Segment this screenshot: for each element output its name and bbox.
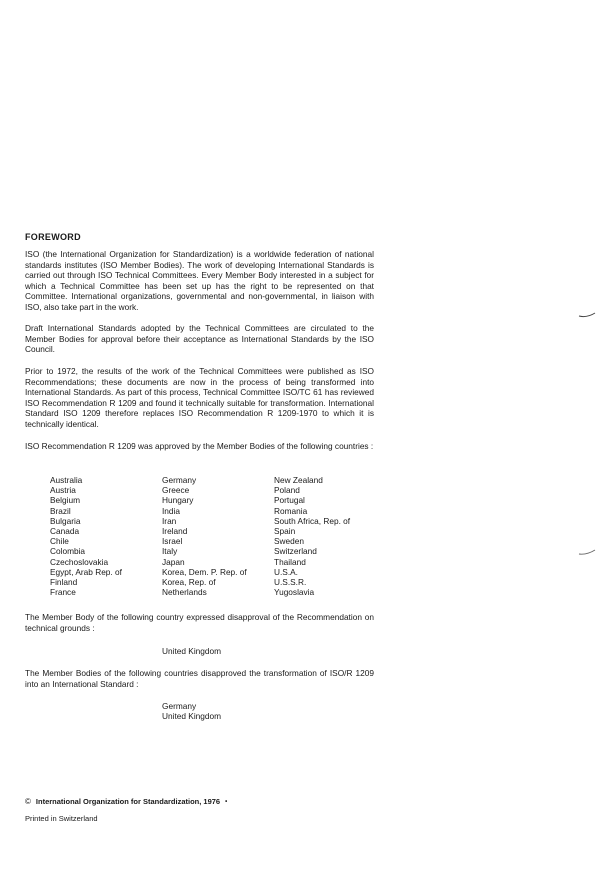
country-item: Romania [274, 505, 308, 516]
country-item: Switzerland [274, 546, 317, 557]
disapproval-countries-list [162, 646, 221, 656]
transformation-countries-list [162, 701, 221, 721]
paragraph-iso-intro: ISO (the International Organization for Standardization) is a worldwide federation of national standards institutes (ISO Member Bodies). The work of developing International Standards is carried out through ISO Technical Committees. Every Member Body interested in a subject for which a Technical Committee has been set up has the right to be represented on that Committee. International organizations, governmental and non-governmental, in liaison with ISO, also take part in the work. [25, 249, 374, 312]
country-item: U.S.A. [274, 566, 298, 577]
country-item: Israel [162, 536, 183, 547]
country-item: Colombia [50, 546, 86, 557]
country-item: Germany [162, 475, 197, 485]
copyright-bullet: • [225, 798, 228, 805]
copyright-text: International Organization for Standardization, 1976 [35, 797, 221, 806]
country-item: Portugal [274, 495, 305, 506]
country-item: Finland [50, 577, 78, 588]
scan-margin-mark [578, 548, 596, 558]
scan-margin-mark [578, 310, 596, 320]
country-item: Bulgaria [50, 515, 81, 526]
country-item: Hungary [162, 495, 194, 506]
country-item: South Africa, Rep. of [274, 515, 351, 526]
country-item: Thailand [274, 556, 306, 567]
approving-countries-list [50, 475, 394, 597]
copyright-line [25, 797, 227, 806]
country-item: Italy [162, 546, 178, 557]
country-item: Germany [162, 701, 197, 711]
country-item: Ireland [162, 526, 188, 537]
country-item: Brazil [50, 505, 71, 516]
country-item: New Zealand [274, 475, 323, 485]
country-item: Austria [50, 485, 76, 496]
country-item: Iran [162, 515, 177, 526]
foreword-heading: FOREWORD [25, 232, 81, 242]
paragraph-transformation-disapproval: The Member Bodies of the following countries disapproved the transformation of ISO/R 1209 into an International Standard : [25, 668, 374, 689]
country-item: Chile [50, 536, 69, 547]
printed-in: Printed in Switzerland [25, 814, 98, 823]
country-item: India [162, 505, 180, 516]
country-item: Egypt, Arab Rep. of [50, 566, 122, 577]
countries-column-1 [50, 475, 162, 597]
country-item: Korea, Rep. of [162, 577, 216, 588]
countries-column-3 [274, 475, 394, 597]
copyright-symbol: © [25, 797, 31, 806]
paragraph-prior-1972: Prior to 1972, the results of the work of the Technical Committees were published as ISO Recommendations; these documents are now in the process of being transformed into International Standards. As part of this process, Technical Committee ISO/TC 61 has reviewed ISO Recommendation R 1209 and found it technically suitable for transformation. International Standard ISO 1209 therefore replaces ISO Recommendation R 1209-1970 to which it is technically identical. [25, 366, 374, 429]
country-item: United Kingdom [162, 711, 222, 722]
paragraph-draft-standards: Draft International Standards adopted by the Technical Committees are circulated to the Member Bodies for approval before their acceptance as International Standards by the ISO Council. [25, 323, 374, 355]
country-item: France [50, 587, 76, 598]
country-item: Belgium [50, 495, 80, 506]
country-item: Czechoslovakia [50, 556, 109, 567]
paragraph-disapproval: The Member Body of the following country expressed disapproval of the Recommendation on technical grounds : [25, 612, 374, 633]
country-item: Netherlands [162, 587, 207, 598]
country-item: Korea, Dem. P. Rep. of [162, 566, 247, 577]
country-item: Spain [274, 526, 296, 537]
country-item: Australia [50, 475, 83, 485]
country-item: Poland [274, 485, 300, 496]
country-item: Greece [162, 485, 190, 496]
country-item: U.S.S.R. [274, 577, 307, 588]
country-item: Japan [162, 556, 185, 567]
country-item: United Kingdom [162, 646, 222, 656]
country-item: Canada [50, 526, 80, 537]
country-item: Yugoslavia [274, 587, 315, 598]
countries-column-2 [162, 475, 274, 597]
country-item: Sweden [274, 536, 304, 547]
paragraph-approved-by: ISO Recommendation R 1209 was approved by the Member Bodies of the following countries : [25, 441, 374, 451]
